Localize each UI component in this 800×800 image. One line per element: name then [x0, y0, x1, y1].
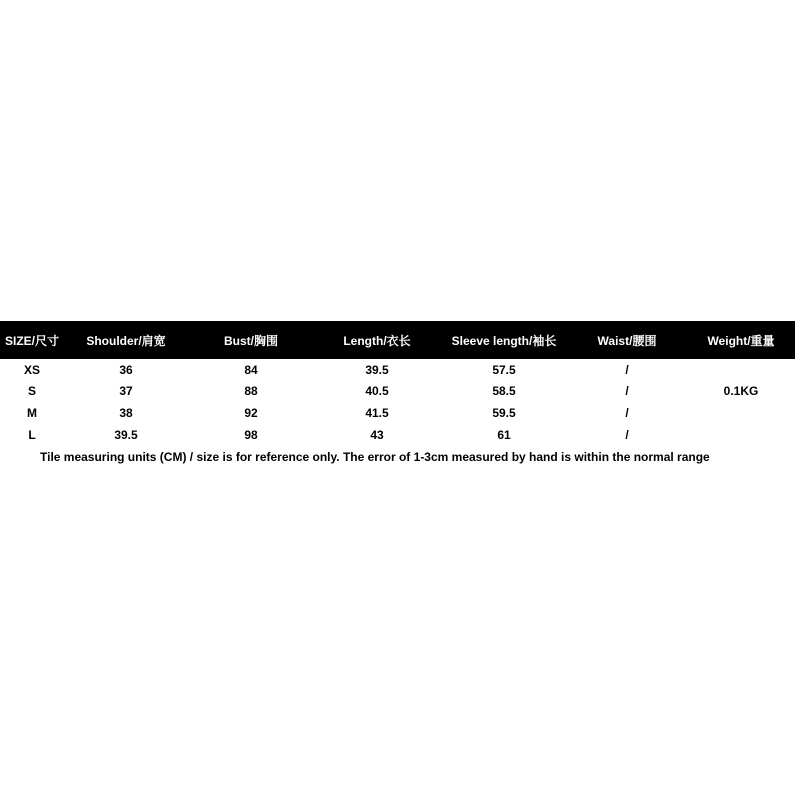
- cell-shoulder: 37: [119, 384, 133, 398]
- cell-shoulder: 39.5: [114, 428, 138, 442]
- cell-bust: 88: [244, 384, 258, 398]
- measurement-note: Tile measuring units (CM) / size is for reference only. The error of 1-3cm measured by hand is within the normal range: [40, 450, 710, 464]
- header-size: SIZE/尺寸: [4, 334, 60, 348]
- cell-shoulder: 38: [119, 406, 133, 420]
- cell-sleeve-length: 57.5: [492, 363, 516, 377]
- cell-waist: /: [625, 428, 629, 442]
- cell-weight: 0.1KG: [723, 384, 759, 398]
- header-shoulder: Shoulder/肩宽: [86, 334, 166, 348]
- cell-size: L: [28, 428, 36, 442]
- header-sleeve-length: Sleeve length/袖长: [451, 334, 557, 348]
- cell-sleeve-length: 59.5: [492, 406, 516, 420]
- cell-sleeve-length: 58.5: [492, 384, 516, 398]
- cell-bust: 92: [244, 406, 258, 420]
- cell-waist: /: [625, 384, 629, 398]
- cell-length: 43: [370, 428, 384, 442]
- cell-shoulder: 36: [119, 363, 133, 377]
- cell-bust: 84: [244, 363, 258, 377]
- header-weight: Weight/重量: [707, 334, 775, 348]
- cell-size: S: [27, 384, 37, 398]
- cell-waist: /: [625, 363, 629, 377]
- cell-length: 41.5: [365, 406, 389, 420]
- cell-length: 40.5: [365, 384, 389, 398]
- cell-size: M: [27, 406, 37, 420]
- cell-waist: /: [625, 406, 629, 420]
- cell-sleeve-length: 61: [497, 428, 511, 442]
- table-header-row: [0, 321, 795, 359]
- cell-size: XS: [23, 363, 41, 377]
- cell-bust: 98: [244, 428, 258, 442]
- header-length: Length/衣长: [343, 334, 411, 348]
- header-waist: Waist/腰围: [597, 334, 657, 348]
- header-bust: Bust/胸围: [223, 334, 279, 348]
- cell-length: 39.5: [365, 363, 389, 377]
